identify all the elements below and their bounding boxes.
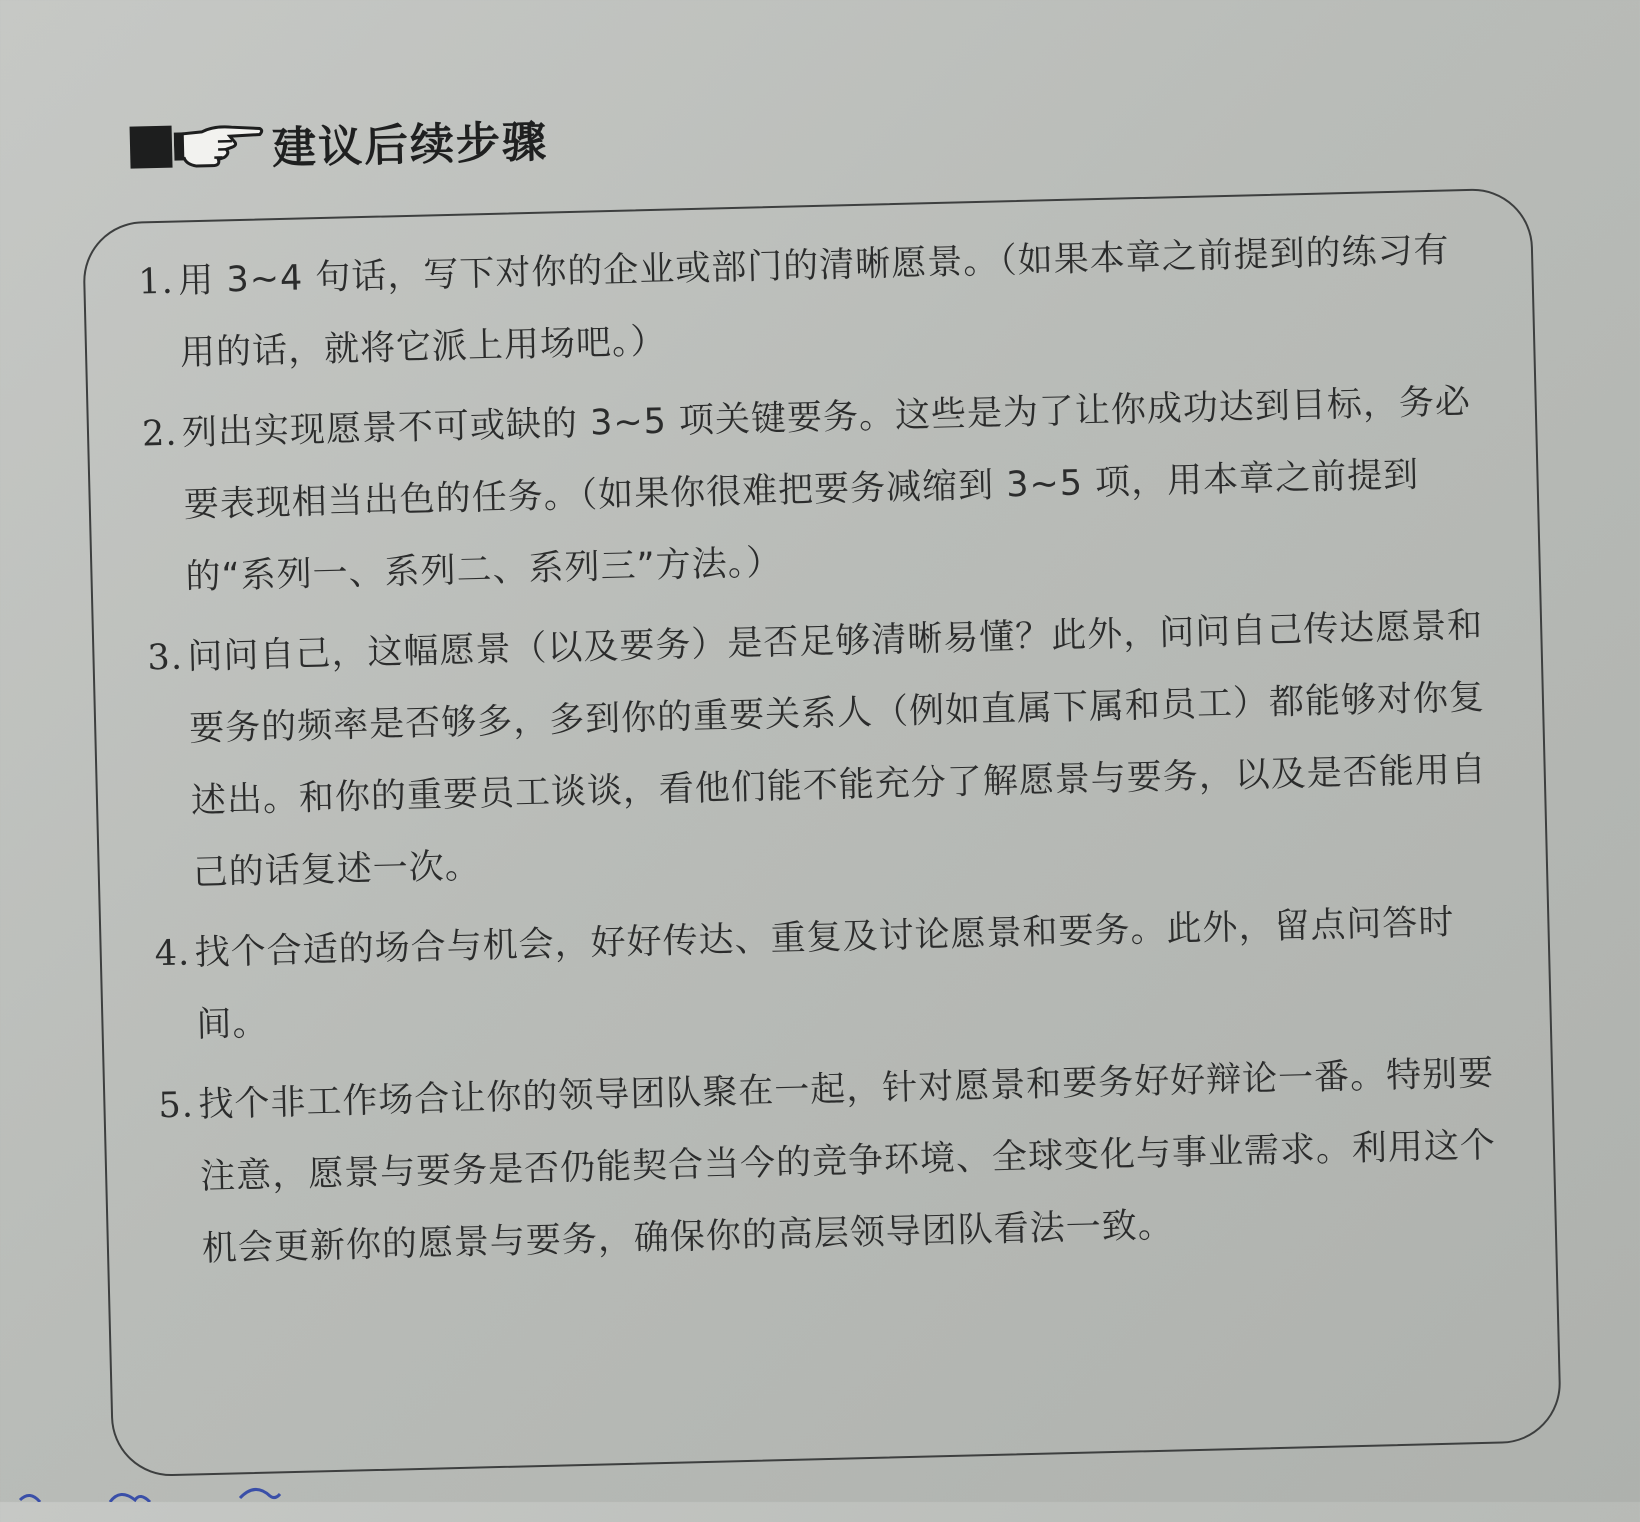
step-text: 列出实现愿景不可或缺的 3~5 项关键要务。这些是为了让你成功达到目标，务必要表现相当出色的任务。（如果你很难把要务减缩到 3~5 项，用本章之前提到的“系列一、系列二、系列三”方法。）	[181, 382, 1472, 598]
header-block-icon	[130, 126, 173, 169]
step-number: 3.	[147, 637, 184, 679]
step-text: 找个非工作场合让你的领导团队聚在一起，针对愿景和要务好好辩论一番。特别要注意，愿景与要务是否仍能契合当今的竞争环境、全球变化与事业需求。利用这个机会更新你的愿景与要务，确保你的高层领导团队看法一致。	[197, 1053, 1497, 1270]
steps-list	[137, 214, 1502, 1294]
section-header	[129, 102, 549, 182]
pointing-hand-icon	[173, 120, 264, 170]
section-title: 建议后续步骤	[271, 116, 549, 175]
step-number: 4.	[154, 933, 191, 975]
step-text: 问问自己，这幅愿景（以及要务）是否足够清晰易懂？此外，问问自己传达愿景和要务的频率是否够多，多到你的重要关系人（例如直属下属和员工）都能够对你复述出。和你的重要员工谈谈，看他们能不能充分了解愿景与要务，以及是否能用自己的话复述一次。	[187, 605, 1488, 894]
step-item-3	[147, 590, 1494, 911]
pen-marks	[0, 1460, 500, 1502]
step-item-2	[141, 366, 1486, 615]
step-text: 用 3~4 句话，写下对你的企业或部门的清晰愿景。（如果本章之前提到的练习有用的话，就将它派上用场吧。）	[177, 230, 1451, 374]
step-number: 2.	[141, 413, 178, 455]
step-number: 1.	[137, 261, 175, 303]
step-item-5	[158, 1038, 1503, 1287]
step-number: 5.	[157, 1085, 195, 1127]
step-item-4	[154, 886, 1497, 1063]
step-text: 找个合适的场合与机会，好好传达、重复及讨论愿景和要务。此外，留点问答时间。	[194, 902, 1455, 1046]
